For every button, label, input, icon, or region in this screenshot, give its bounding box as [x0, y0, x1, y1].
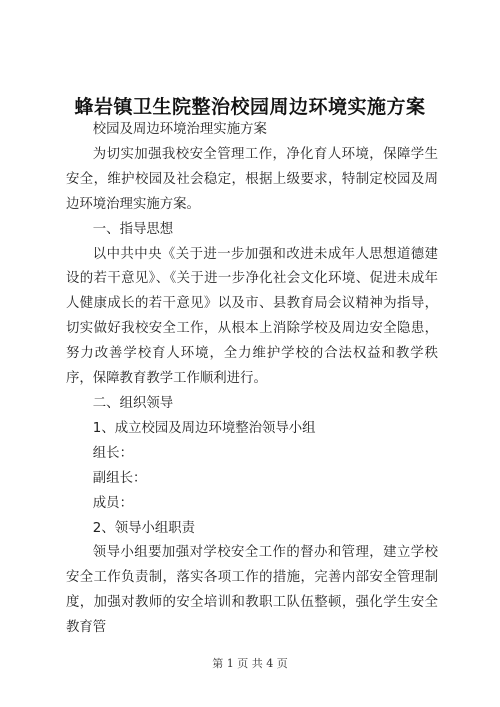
- field-deputy-leader: 副组长：: [92, 470, 147, 486]
- field-members: 成员：: [92, 495, 133, 511]
- subtitle: 校园及周边环境治理实施方案: [92, 122, 267, 137]
- paragraph: 为切实加强我校安全管理工作，净化育人环境，保障学生安全，维护校园及社会稳定，根据上级要求，特制定校园及周边环境治理实施方案。: [66, 146, 438, 212]
- section-heading: 一、指导思想: [92, 221, 174, 237]
- section-heading: 二、组织领导: [92, 395, 174, 411]
- page-footer: 第 1 页 共 4 页: [212, 657, 288, 670]
- subsection-heading: 2、领导小组职责: [92, 520, 196, 536]
- document-title: 蜂岩镇卫生院整治校园周边环境实施方案: [74, 96, 426, 118]
- paragraph: 以中共中央《关于进一步加强和改进未成年人思想道德建设的若干意见》、《关于进一步净化社会文化环境、促进未成年人健康成长的若干意见》以及市、县教育局会议精神为指导，切实做好我校安全工作，从根本上消除学校及周边安全隐患，努力改善学校育人环境，全力维护学校的合法权益和教学秩序，保障教育教学工作顺利进行。: [66, 246, 438, 387]
- field-leader: 组长：: [92, 445, 133, 461]
- subsection-heading: 1、成立校园及周边环境整治领导小组: [92, 420, 316, 436]
- paragraph: 领导小组要加强对学校安全工作的督办和管理，建立学校安全工作负责制，落实各项工作的措施，完善内部安全管理制度，加强对教师的安全培训和教职工队伍整顿，强化学生安全教育管: [66, 545, 438, 636]
- document-body: [66, 118, 438, 641]
